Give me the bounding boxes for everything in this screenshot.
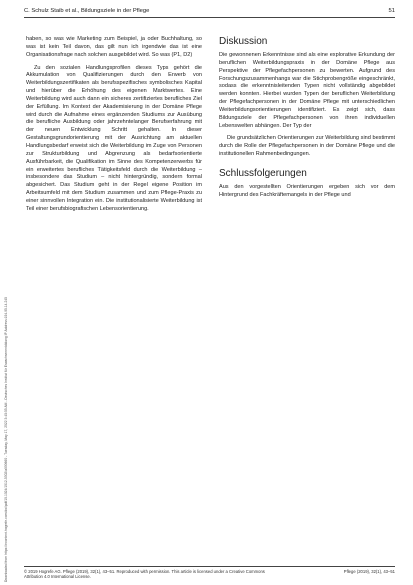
download-watermark <box>0 0 12 585</box>
footer-citation: Pflege (2019), 32(1), 43–51 <box>343 569 395 574</box>
discussion-paragraph-1: Die gewonnenen Erkenntnisse sind als eine explorative Erkundung der beruflichen Weiterbildungspraxis in der Domäne Pflege aus Perspektive der Pflegefachpersonen zu bewerten. Aufgrund des Forschungszusammenhangs war die Stichprobengröße eingeschränkt, sodass die erkenntnisleitenden Typen nicht vollständig abgebildet werden konnten. Hierbei wurden Typen der beruflichen Weiterbildung der Pflegefachpersonen in der Domäne Pflege mit unterschiedlichen Weiterbildungsorientierungen identifiziert. Es zeigt sich, dass Bildungsziele der Pflegefachpersonen von ihren individuellen Lebenswelten abhängen. Der Typ der <box>219 52 395 129</box>
left-paragraph-2: Zu den sozialen Handlungsprofilen dieses Typs gehört die Akkumulation von Qualifizierungen durch den Erwerb von Weiterbildungszertifikaten als berufsspezifisches symbolisches Kapital und hierüber die Erhöhung des eigenen Marktwertes. Eine Weiterbildung wird auch dann ein sicheres zertifiziertes berufliches Ziel der Erfüllung. Im Kontext der Akademisierung in der Domäne Pflege wird durch die Aufnahme eines ergänzenden Studiums zur Ausübung die berufliche Ausbildung oder jahrzehntelanger Berufserfahrung mit der neuen Entwicklung Schritt gehalten. In dieser Gestaltungsgrundorientierung mit der Ausrichtung am aktuellen Handlungsbedarf erweist sich die Weiterbildung im Zuge von Personen zur Strukturbildung und Abgrenzung als bedarfsorientierte Ausführbarkeit, die Qualifikation im Sinne des Kompetenzerwerbs für ein erweitertes berufliches Tätigkeitsfeld durch die Weiterbildung – insbesondere das Studium – nicht hintergründig, sondern formal abgesichert. Das Studium geht in der Regel eigene Position im Arbeitsumfeld mit dem Studium zusammen und zum Pflege-Praxis zu einer sinnvollen Integration ein. Die institutionalisierte Weiterbildung ist Teil einer berufsbiografischen Lebensorientierung. <box>26 64 202 212</box>
discussion-paragraph-2: Die grundsätzlichen Orientierungen zur Weiterbildung sind bestimmt durch die Rolle der Pflegefachpersonen in der Domäne Pflege und die institutionellen Rahmenbedingungen. <box>219 135 395 158</box>
header-page-number: 51 <box>388 8 395 14</box>
left-column <box>26 36 202 214</box>
right-column <box>219 36 395 200</box>
page-footer <box>24 566 395 583</box>
conclusions-paragraph: Aus den vorgestellten Orientierungen ergeben sich vor dem Hintergrund des Fachkräftemangels in der Pflege und <box>219 183 395 198</box>
running-header <box>24 7 395 18</box>
watermark-text: Downloaded from https://econtent.hogrefe.com/doi/pdf/10.1024/1012-5302/a000660 - Tuesday, May 17, 2022 3:45:55 AM - Deutsches Institut für Erwachsenenbildung IP Address:194.95.14.245 <box>4 296 8 582</box>
section-heading-conclusions: Schlussfolgerungen <box>219 167 307 179</box>
header-article-title: C. Schulz Staib et al., Bildungsziele in der Pflege <box>24 8 150 14</box>
section-heading-discussion: Diskussion <box>219 36 268 47</box>
left-paragraph-1: haben, so was wie Marketing zum Beispiel, ja oder Buchhaltung, so was ist kein Teil davon, das gilt nun ich irgendwie das ist eine Organisationsfrage nach solchen ausgebildet wird. So was (P1, D2) <box>26 36 202 58</box>
footer-copyright: © 2019 Hogrefe AG. Pflege (2019), 32(1), 43–51. Reproduced with permission. This article is licensed under a Creative Commons Attribution 4.0 International License. <box>24 569 265 579</box>
